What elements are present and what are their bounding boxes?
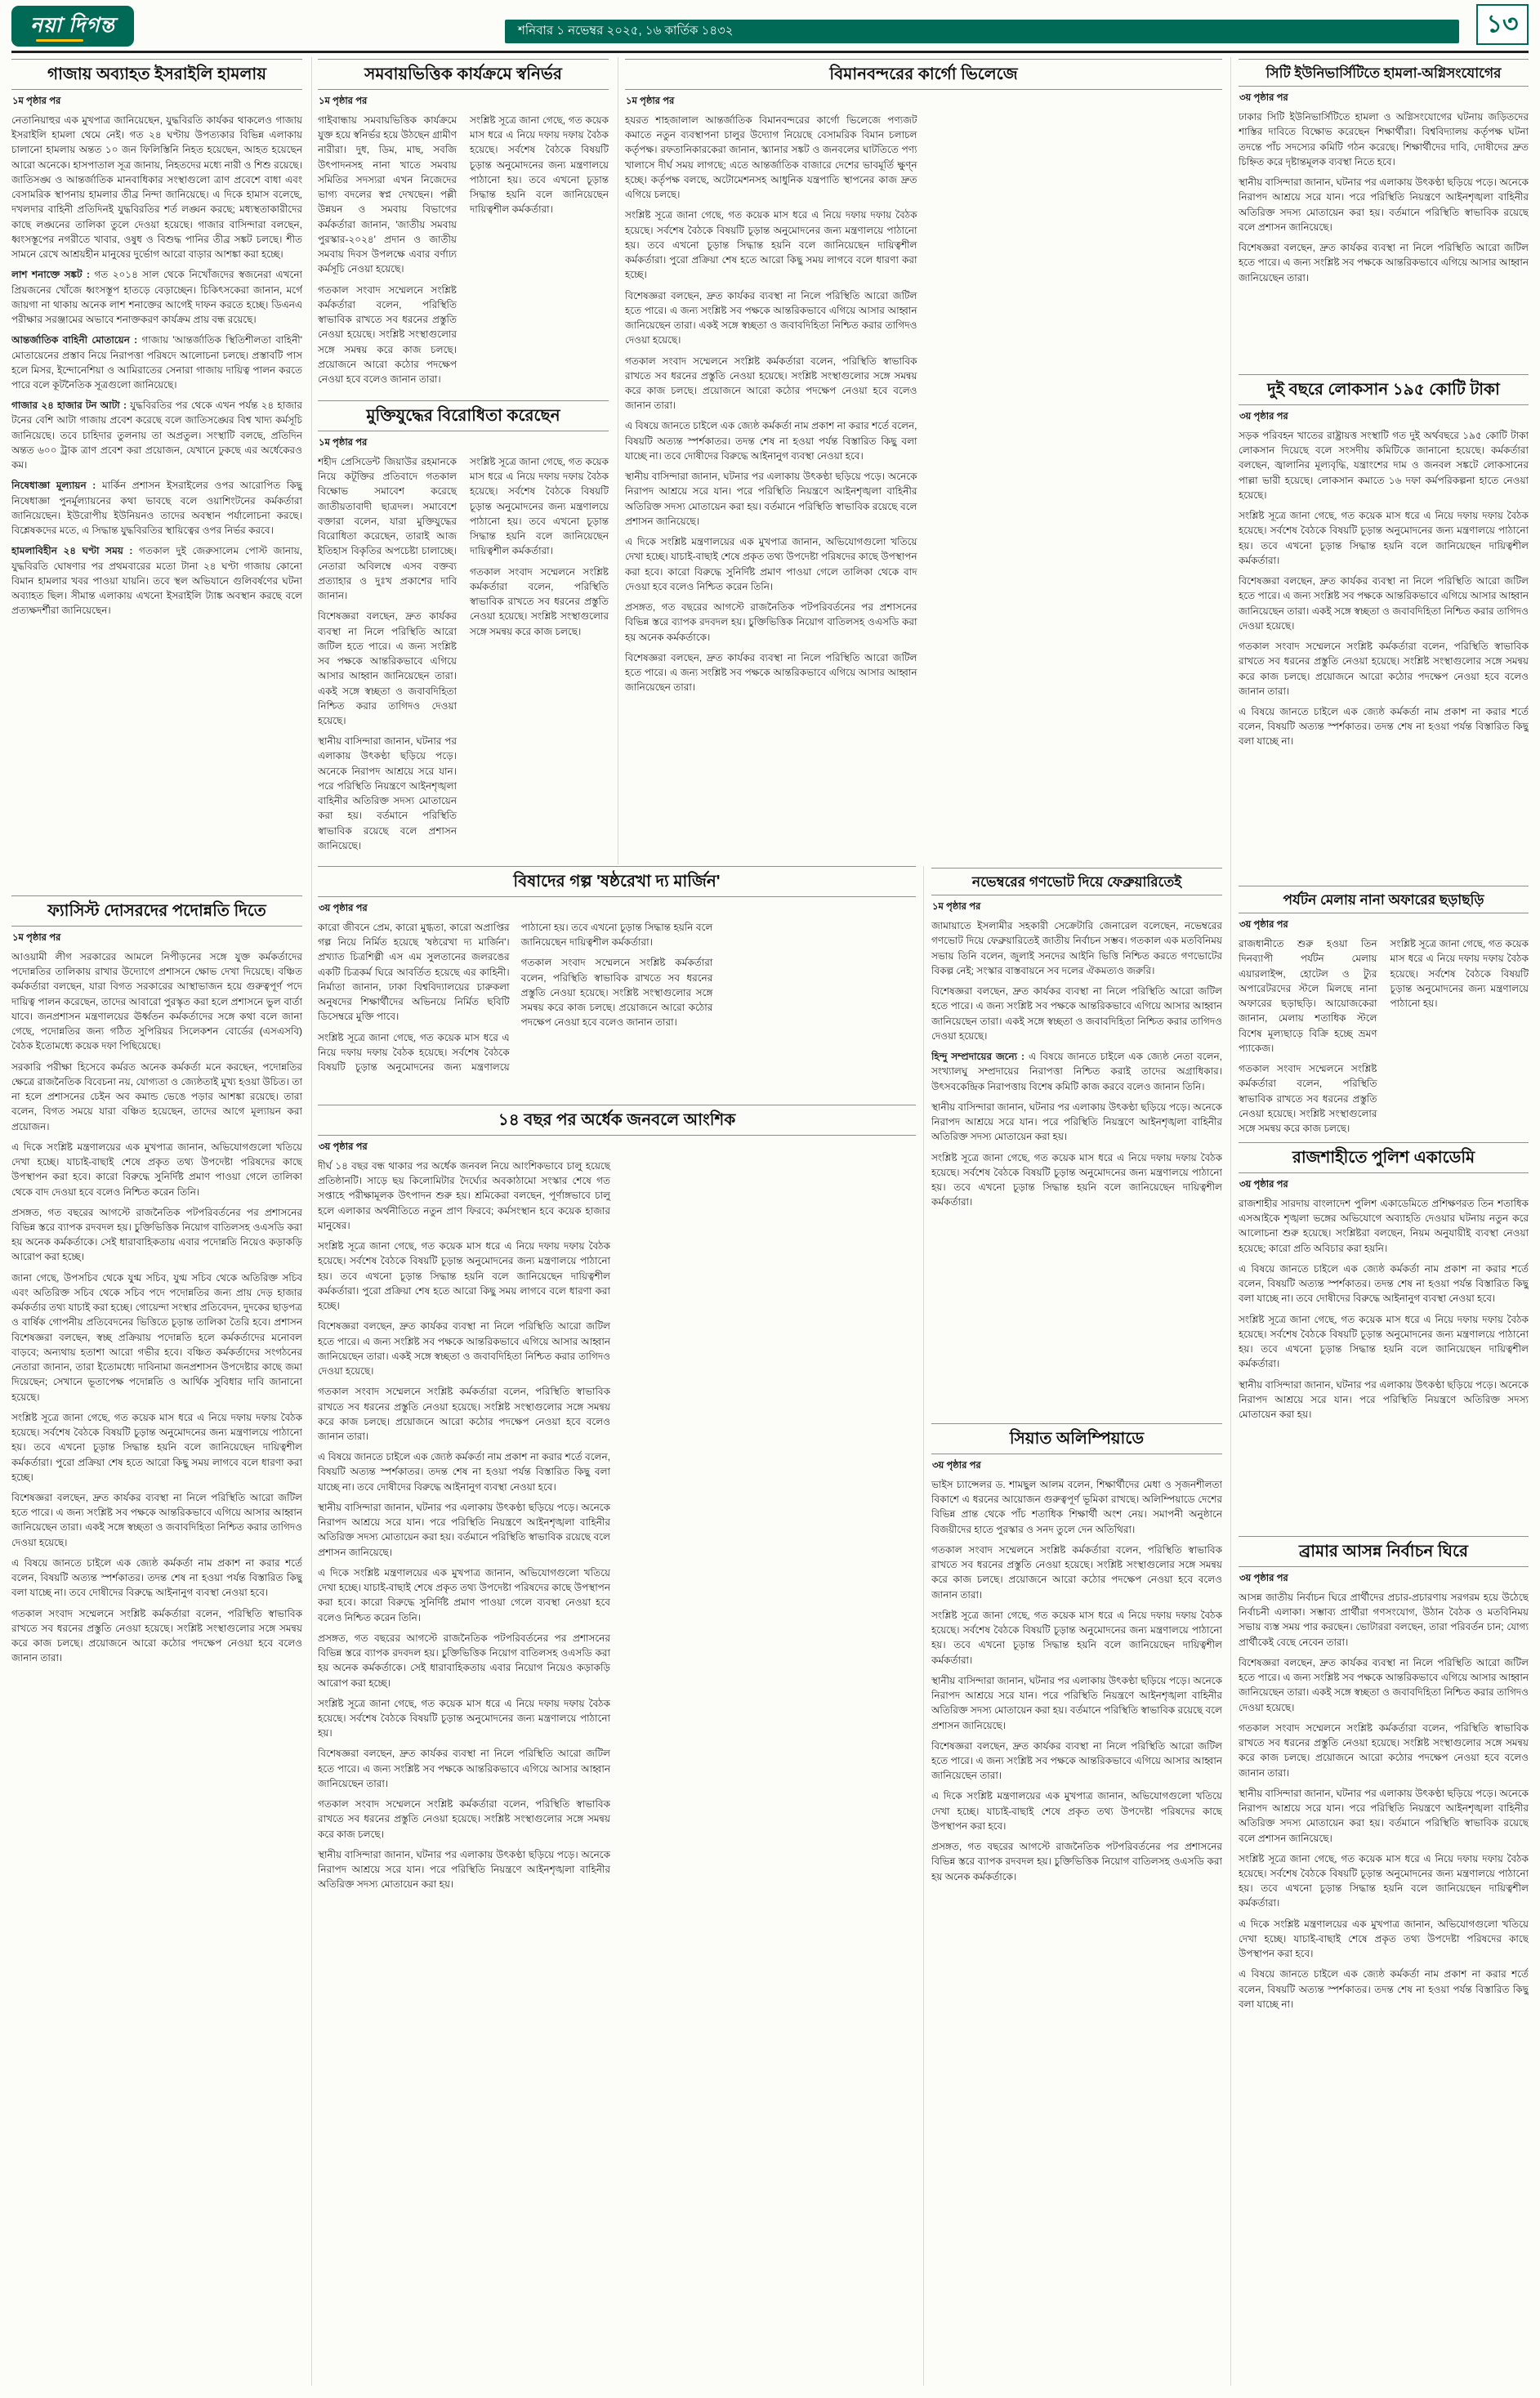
article-paragraph (931, 984, 1222, 1043)
article-paragraph: স্থানীয় বাসিন্দারা জানান, ঘটনার পর এলাকায় উৎকণ্ঠা ছড়িয়ে পড়ে। অনেকে নিরাপদ আশ্রয়ে সরে যান। পরে পরিস্থিতি নিয়ন্ত্রণে আইনশৃঙ্খলা বাহিনীর অতিরিক্ত সদস্য মোতায়েন করা হয়। বর্তমানে পরিস্থিতি স্বাভাবিক রয়েছে বলে প্রশাসন জানিয়েছে। (318, 1501, 610, 1558)
run-in-subhead: হামলাবিহীন ২৪ ঘণ্টা সময় : (11, 545, 133, 557)
article-loss-195-crore[interactable] (1239, 374, 1529, 882)
article-police-academy[interactable] (1239, 1142, 1529, 1533)
continued-from-label: ৩য় পৃষ্ঠার পর (1239, 1180, 1288, 1190)
article-body (931, 918, 1222, 1420)
article-body (1239, 1196, 1529, 1533)
article-paragraph: আসন্ন জাতীয় নির্বাচন ঘিরে প্রার্থীদের প্রচার-প্রচারণায় সরগরম হয়ে উঠেছে নির্বাচনী এলাকা। সম্ভাব্য প্রার্থীরা গণসংযোগ, উঠান বৈঠক ও মতবিনিময় সভায় ব্যস্ত সময় পার করছেন। ভোটাররা বলছেন, তারা পরিবর্তন চান; যোগ্য প্রার্থীকেই বেছে নেবেন তারা। (1239, 1592, 1529, 1648)
page-number: ১৩ (1486, 10, 1519, 38)
paragraph-text: গত ২০১৪ সাল থেকে নিখোঁজদের স্বজনেরা এখনো প্রিয়জনের খোঁজে ধ্বংসস্তূপ হাতড়ে বেড়াচ্ছেন। চিকিৎসকেরা জানান, মর্গে জায়গা না থাকায় অনেক লাশ শনাক্তের আগেই দাফন করতে হচ্ছে। ডিএনএ পরীক্ষার সরঞ্জামের অভাবে শনাক্তকরণ কার্যক্রম প্রায় বন্ধ রয়েছে। (11, 269, 302, 326)
continued-from-label: ১ম পৃষ্ঠার পর (626, 96, 675, 106)
article-paragraph (11, 267, 302, 327)
article-paragraph: এ বিষয়ে জানতে চাইলে এক জ্যেষ্ঠ কর্মকর্তা নাম প্রকাশ না করার শর্তে বলেন, বিষয়টি অত্যন্ত স্পর্শকাতর। তদন্ত শেষ না হওয়া পর্যন্ত বিস্তারিত কিছু বলা যাচ্ছে না। (1239, 705, 1529, 748)
article-gaza[interactable] (11, 59, 302, 886)
article-paragraph: গতকাল সংবাদ সম্মেলনে সংশ্লিষ্ট কর্মকর্তারা বলেন, পরিস্থিতি স্বাভাবিক রাখতে সব ধরনের প্রস্তুতি নেওয়া হয়েছে। সংশ্লিষ্ট সংস্থাগুলোর সঙ্গে সমন্বয় করে কাজ চলছে। প্রয়োজনে আরো কঠোর পদক্ষেপ নেওয়া হবে বলেও জানান তারা। (625, 355, 917, 412)
continued-from-label: ৩য় পৃষ্ঠার পর (319, 904, 368, 913)
article-paragraph: সরকারি পরীক্ষা হিসেবে কর্মরত অনেক কর্মকর্তা মনে করছেন, পদোন্নতির ক্ষেত্রে রাজনৈতিক বিবেচনা নয়, যোগ্যতা ও জ্যেষ্ঠতাই মুখ্য হওয়া উচিত। তা না হলে প্রশাসনের চেইন অব কমান্ড ভেঙে পড়ার আশঙ্কা রয়েছে। তারা বলেন, বিগত সময়ে যারা বঞ্চিত হয়েছেন, তাদের আগে মূল্যায়ন করা প্রয়োজন। (11, 1061, 302, 1132)
article-headline: ১৪ বছর পর অর্ধেক জনবলে আংশিক (318, 1105, 916, 1136)
article-paragraph: স্থানীয় বাসিন্দারা জানান, ঘটনার পর এলাকায় উৎকণ্ঠা ছড়িয়ে পড়ে। অনেকে নিরাপদ আশ্রয়ে সরে যান। পরে পরিস্থিতি নিয়ন্ত্রণে অতিরিক্ত সদস্য মোতায়েন করা হয়। (1239, 1378, 1529, 1421)
article-headline: গাজায় অব্যাহত ইসরাইলি হামলায় (11, 59, 302, 90)
article-headline: বিষাদের গল্প 'ষষ্ঠরেখা দ্য মার্জিন' (318, 866, 916, 897)
article-paragraph: গতকাল সংবাদ সম্মেলনে সংশ্লিষ্ট কর্মকর্তারা বলেন, পরিস্থিতি স্বাভাবিক রাখতে সব ধরনের প্রস্তুতি নেওয়া হয়েছে। সংশ্লিষ্ট সংস্থাগুলোর সঙ্গে সমন্বয় করে কাজ চলছে। (1239, 1063, 1377, 1135)
continued-from-label: ১ম পৃষ্ঠার পর (319, 96, 368, 106)
article-film-margin[interactable] (318, 866, 916, 1101)
article-headline: ব্রামার আসন্ন নির্বাচন ঘিরে (1239, 1536, 1529, 1567)
article-paragraph: প্রসঙ্গত, গত বছরের আগস্টে রাজনৈতিক পটপরিবর্তনের পর প্রশাসনের বিভিন্ন স্তরে ব্যাপক রদবদল হয়। চুক্তিভিত্তিক নিয়োগ বাতিলসহ ওএসডি করা হয় অনেক কর্মকর্তাকে। সেই ধারাবাহিকতায় এবার নিয়োগ নিয়েও কড়াকড়ি আরোপ করা হচ্ছে। (318, 1632, 610, 1689)
article-paragraph: স্থানীয় বাসিন্দারা জানান, ঘটনার পর এলাকায় উৎকণ্ঠা ছড়িয়ে পড়ে। অনেকে নিরাপদ আশ্রয়ে সরে যান। পরে পরিস্থিতি নিয়ন্ত্রণে আইনশৃঙ্খলা বাহিনীর অতিরিক্ত সদস্য মোতায়েন করা হয়। বর্তমানে পরিস্থিতি স্বাভাবিক রয়েছে বলে প্রশাসন জানিয়েছে। (318, 735, 457, 851)
article-paragraph: এ বিষয়ে জানতে চাইলে এক জ্যেষ্ঠ কর্মকর্তা নাম প্রকাশ না করার শর্তে বলেন, বিষয়টি অত্যন্ত স্পর্শকাতর। তদন্ত শেষ না হওয়া পর্যন্ত বিস্তারিত কিছু বলা যাচ্ছে না। তবে দোষীদের বিরুদ্ধে আইনানুগ ব্যবস্থা নেওয়া হবে। (318, 1451, 610, 1493)
article-paragraph: ঢাকার সিটি ইউনিভার্সিটিতে হামলা ও অগ্নিসংযোগের ঘটনায় জড়িতদের শাস্তির দাবিতে বিক্ষোভ করেছেন শিক্ষার্থীরা। বিশ্ববিদ্যালয় কর্তৃপক্ষ ঘটনা তদন্তে পাঁচ সদস্যের কমিটি গঠন করেছে। শিক্ষার্থীদের দাবি, দোষীদের দ্রুত চিহ্নিত করে দৃষ্টান্তমূলক ব্যবস্থা নিতে হবে। (1239, 111, 1529, 167)
article-paragraph: বিশেষজ্ঞরা বলছেন, দ্রুত কার্যকর ব্যবস্থা না নিলে পরিস্থিতি আরো জটিল হতে পারে। এ জন্য সংশ্লিষ্ট সব পক্ষকে আন্তরিকভাবে এগিয়ে আসার আহ্বান জানিয়েছেন তারা। একই সঙ্গে স্বচ্ছতা ও জবাবদিহিতা নিশ্চিত করার তাগিদও দেওয়া হয়েছে। (318, 610, 457, 726)
run-in-subhead: গাজার ২৪ হাজার টন আটা : (11, 400, 127, 412)
article-paragraph: গাইবান্ধায় সমবায়ভিত্তিক কার্যক্রমে যুক্ত হয়ে স্বনির্ভর হয়ে উঠছেন গ্রামীণ নারীরা। দুধ, ডিম, মাছ, সবজি উৎপাদনসহ নানা খাতে সমবায় সমিতির সদস্যরা এখন নিজেদের ভাগ্য বদলের স্বপ্ন দেখছেন। পল্লী উন্নয়ন ও সমবায় বিভাগের কর্মকর্তারা জানান, 'জাতীয় সমবায় পুরস্কার-২০২৪' প্রদান ও জাতীয় সমবায় দিবস উপলক্ষে এবার বর্ণাঢ্য কর্মসূচি নেওয়া হয়েছে। (318, 114, 457, 275)
article-headline: রাজশাহীতে পুলিশ একাডেমি (1239, 1142, 1529, 1173)
article-paragraph: বিশেষজ্ঞরা বলছেন, দ্রুত কার্যকর ব্যবস্থা না নিলে পরিস্থিতি আরো জটিল হতে পারে। এ জন্য সংশ্লিষ্ট সব পক্ষকে আন্তরিকভাবে এগিয়ে আসার আহ্বান জানিয়েছেন তারা। (931, 1739, 1222, 1782)
article-cooperative[interactable] (318, 59, 609, 395)
article-headline: বিমানবন্দরের কার্গো ভিলেজে (625, 59, 1222, 90)
article-paragraph: স্থানীয় বাসিন্দারা জানান, ঘটনার পর এলাকায় উৎকণ্ঠা ছড়িয়ে পড়ে। অনেকে নিরাপদ আশ্রয়ে সরে যান। পরে পরিস্থিতি নিয়ন্ত্রণে আইনশৃঙ্খলা বাহিনীর অতিরিক্ত সদস্য মোতায়েন করা হয়। (318, 1848, 610, 1891)
article-headline: মুক্তিযুদ্ধের বিরোধিতা করেছেন (318, 400, 609, 431)
article-paragraph: ভাইস চ্যান্সেলর ড. শামছুল আলম বলেন, শিক্ষার্থীদের মেধা ও সৃজনশীলতা বিকাশে এ ধরনের আয়োজন গুরুত্বপূর্ণ ভূমিকা রাখছে। অলিম্পিয়াডে দেশের বিভিন্ন প্রান্ত থেকে পাঁচ শতাধিক শিক্ষার্থী অংশ নেয়। সমাপনী অনুষ্ঠানে বিজয়ীদের হাতে পুরস্কার ও সনদ তুলে দেন অতিথিরা। (931, 1479, 1222, 1535)
article-paragraph (11, 478, 302, 538)
article-paragraph: জানা গেছে, উপসচিব থেকে যুগ্ম সচিব, যুগ্ম সচিব থেকে অতিরিক্ত সচিব এবং অতিরিক্ত সচিব থেকে সচিব পদে পদোন্নতির জন্য প্রায় দেড় হাজার কর্মকর্তার তথ্য যাচাই করা হচ্ছে। গোয়েন্দা সংস্থার প্রতিবেদন, দুদকের ছাড়পত্র ও বার্ষিক গোপনীয় প্রতিবেদনের ভিত্তিতে চূড়ান্ত তালিকা তৈরি হবে। প্রশাসন বিশেষজ্ঞরা বলছেন, স্বচ্ছ প্রক্রিয়ায় পদোন্নতি হলে কর্মকর্তাদের মনোবল বাড়বে; অন্যথায় হতাশা আরো গভীর হবে। বঞ্চিত কর্মকর্তাদের সংগঠনের নেতারা জানান, তারা ইতোমধ্যে দাবিনামা জনপ্রশাসন উপদেষ্টার কাছে জমা দিয়েছেন; সেখানে ভূতাপেক্ষ পদোন্নতি ও আর্থিক সুবিধার দাবি জানানো হয়েছে। (11, 1271, 302, 1403)
article-paragraph: স্থানীয় বাসিন্দারা জানান, ঘটনার পর এলাকায় উৎকণ্ঠা ছড়িয়ে পড়ে। অনেকে নিরাপদ আশ্রয়ে সরে যান। পরে পরিস্থিতি নিয়ন্ত্রণে আইনশৃঙ্খলা বাহিনীর অতিরিক্ত সদস্য মোতায়েন করা হয়। বর্তমানে পরিস্থিতি স্বাভাবিক রয়েছে বলে প্রশাসন জানিয়েছে। (931, 1674, 1222, 1731)
article-body (318, 113, 609, 395)
article-paragraph: সংশ্লিষ্ট সূত্রে জানা গেছে, গত কয়েক মাস ধরে এ নিয়ে দফায় দফায় বৈঠক হয়েছে। সর্বশেষ বৈঠকে বিষয়টি চূড়ান্ত অনুমোদনের জন্য মন্ত্রণালয়ে পাঠানো হয়। তবে এখনো চূড়ান্ত সিদ্ধান্ত হয়নি বলে জানিয়েছেন দায়িত্বশীল কর্মকর্তারা। পুরো প্রক্রিয়া শেষ হতে আরো কিছু সময় লাগবে বলে ধারণা করা হচ্ছে। (318, 1240, 610, 1312)
article-fourteen-years[interactable] (318, 1105, 916, 2386)
article-body (1239, 109, 1529, 371)
article-body (318, 454, 609, 863)
article-paragraph (931, 1100, 1222, 1145)
article-headline: নভেম্বরের গণভোট দিয়ে ফেব্রুয়ারিতেই (931, 868, 1222, 895)
article-paragraph: সংশ্লিষ্ট সূত্রে জানা গেছে, গত কয়েক মাস ধরে এ নিয়ে দফায় দফায় বৈঠক হয়েছে। সর্বশেষ বৈঠকে বিষয়টি চূড়ান্ত অনুমোদনের জন্য মন্ত্রণালয়ে পাঠানো হয়। তবে এখনো চূড়ান্ত সিদ্ধান্ত হয়নি বলে জানিয়েছেন দায়িত্বশীল কর্মকর্তারা। (470, 456, 609, 557)
page-number-badge (1476, 4, 1529, 45)
article-paragraph: সংশ্লিষ্ট সূত্রে জানা গেছে, গত কয়েক মাস ধরে এ নিয়ে দফায় দফায় বৈঠক হয়েছে। সর্বশেষ বৈঠকে বিষয়টি চূড়ান্ত অনুমোদনের জন্য মন্ত্রণালয়ে পাঠানো হয়। তবে এখনো চূড়ান্ত সিদ্ধান্ত হয়নি বলে জানিয়েছেন দায়িত্বশীল কর্মকর্তারা। (470, 114, 609, 216)
continued-from-label: ১ম পৃষ্ঠার পর (12, 96, 61, 106)
article-paragraph: আওয়ামী লীগ সরকারের আমলে নিপীড়নের সঙ্গে যুক্ত কর্মকর্তাদের পদোন্নতির তালিকায় রাখার উদ্যোগে প্রশাসনে ক্ষোভ দেখা দিয়েছে। বঞ্চিত কর্মকর্তারা বলছেন, যারা বিগত সরকারের আস্থাভাজন হয়ে গুরুত্বপূর্ণ পদে দায়িত্ব পালন করেছেন, তাদের আবারো পুরস্কৃত করা হলে প্রশাসনে ভুল বার্তা যাবে। জনপ্রশাসন মন্ত্রণালয়ের ঊর্ধ্বতন কর্মকর্তাদের সঙ্গে কথা বলে জানা গেছে, পদোন্নতির জন্য গঠিত সুপিরিয়র সিলেকশন বোর্ডের (এসএসবি) বৈঠক ইতোমধ্যে কয়েক দফা পিছিয়েছে। (11, 951, 302, 1052)
article-paragraph: বিশেষজ্ঞরা বলছেন, দ্রুত কার্যকর ব্যবস্থা না নিলে পরিস্থিতি আরো জটিল হতে পারে। এ জন্য সংশ্লিষ্ট সব পক্ষকে আন্তরিকভাবে এগিয়ে আসার আহ্বান জানিয়েছেন তারা। একই সঙ্গে স্বচ্ছতা ও জবাবদিহিতা নিশ্চিত করার তাগিদও দেওয়া হয়েছে। (1239, 575, 1529, 632)
article-paragraph: স্থানীয় বাসিন্দারা জানান, ঘটনার পর এলাকায় উৎকণ্ঠা ছড়িয়ে পড়ে। অনেকে নিরাপদ আশ্রয়ে সরে যান। পরে পরিস্থিতি নিয়ন্ত্রণে আইনশৃঙ্খলা বাহিনীর অতিরিক্ত সদস্য মোতায়েন করা হয়। বর্তমানে পরিস্থিতি স্বাভাবিক রয়েছে বলে প্রশাসন জানিয়েছে। (625, 471, 917, 527)
article-paragraph (11, 113, 302, 261)
paragraph-text: বিশেষজ্ঞরা বলছেন, দ্রুত কার্যকর ব্যবস্থা না নিলে পরিস্থিতি আরো জটিল হতে পারে। এ জন্য সংশ্লিষ্ট সব পক্ষকে আন্তরিকভাবে এগিয়ে আসার আহ্বান জানিয়েছেন তারা। একই সঙ্গে স্বচ্ছতা ও জবাবদিহিতা নিশ্চিত করার তাগিদও দেওয়া হয়েছে। (931, 985, 1222, 1042)
article-paragraph: রাজধানীতে শুরু হওয়া তিন দিনব্যাপী পর্যটন মেলায় এয়ারলাইন্স, হোটেল ও ট্যুর অপারেটরদের স্টলে মিলছে নানা অফারের ছড়াছড়ি। আয়োজকেরা জানান, মেলায় শতাধিক স্টলে বিশেষ মূল্যছাড়ে বিক্রি হচ্ছে ভ্রমণ প্যাকেজ। (1239, 938, 1377, 1054)
logo-accent-swoosh (36, 39, 83, 42)
article-body (1239, 936, 1529, 1139)
article-headline: সিটি ইউনিভার্সিটিতে হামলা-অগ্নিসংযোগের (1239, 59, 1529, 87)
article-paragraph: রাজশাহীর সারদায় বাংলাদেশ পুলিশ একাডেমিতে প্রশিক্ষণরত তিন শতাধিক এসআইকে শৃঙ্খলা ভঙ্গের অভিযোগে অব্যাহতি দেওয়ার ঘটনায় নতুন করে আলোচনা শুরু হয়েছে। সংশ্লিষ্টরা বলছেন, নিয়ম অনুযায়ীই ব্যবস্থা নেওয়া হয়েছে; কারো প্রতি অবিচার করা হয়নি। (1239, 1198, 1529, 1254)
paragraph-text: যুদ্ধবিরতির পর থেকে এখন পর্যন্ত ২৪ হাজার টনের বেশি আটা গাজায় প্রবেশ করেছে বলে জাতিসঙ্ঘের বিশ্ব খাদ্য কর্মসূচি জানিয়েছে। তবে চাহিদার তুলনায় তা অপ্রতুল। সংস্থাটি বলছে, প্রতিদিন অন্তত ৬০০ ট্রাক ত্রাণ প্রবেশ করা প্রয়োজন, যেখানে ঢুকছে এর অর্ধেকেরও কম। (11, 400, 302, 471)
run-in-subhead: আন্তর্জাতিক বাহিনী মোতায়েন : (11, 334, 138, 346)
paragraph-text: স্থানীয় বাসিন্দারা জানান, ঘটনার পর এলাকায় উৎকণ্ঠা ছড়িয়ে পড়ে। অনেকে নিরাপদ আশ্রয়ে সরে যান। পরে পরিস্থিতি নিয়ন্ত্রণে আইনশৃঙ্খলা বাহিনীর অতিরিক্ত সদস্য মোতায়েন করা হয়। (931, 1101, 1222, 1143)
article-paragraph (11, 543, 302, 618)
article-paragraph: গতকাল সংবাদ সম্মেলনে সংশ্লিষ্ট কর্মকর্তারা বলেন, পরিস্থিতি স্বাভাবিক রাখতে সব ধরনের প্রস্তুতি নেওয়া হয়েছে। সংশ্লিষ্ট সংস্থাগুলোর সঙ্গে সমন্বয় করে কাজ চলছে। প্রয়োজনে আরো কঠোর পদক্ষেপ নেওয়া হবে বলেও জানান তারা। (520, 957, 713, 1029)
article-tourism-fair[interactable] (1239, 886, 1529, 1139)
article-paragraph: এ দিকে সংশ্লিষ্ট মন্ত্রণালয়ের এক মুখপাত্র জানান, অভিযোগগুলো খতিয়ে দেখা হচ্ছে। যাচাই-বাছাই শেষে প্রকৃত তথ্য উপদেষ্টা পরিষদের কাছে উপস্থাপন করা হবে। কারো বিরুদ্ধে সুনির্দিষ্ট প্রমাণ পাওয়া গেলে তালিকা থেকে বাদ দেওয়া হবে বলেও নিশ্চিত করেন তিনি। (625, 536, 917, 592)
newspaper-logo-text: নয়া দিগন্ত (30, 13, 115, 37)
article-paragraph (931, 918, 1222, 978)
article-paragraph: সংশ্লিষ্ট সূত্রে জানা গেছে, গত কয়েক মাস ধরে এ নিয়ে দফায় দফায় বৈঠক হয়েছে। সর্বশেষ বৈঠকে বিষয়টি চূড়ান্ত অনুমোদনের জন্য মন্ত্রণালয়ে পাঠানো হয়। তবে এখনো চূড়ান্ত সিদ্ধান্ত হয়নি বলে জানিয়েছেন দায়িত্বশীল কর্মকর্তারা। (931, 1609, 1222, 1666)
article-body (1239, 428, 1529, 882)
paragraph-text: গতকাল দুই জেরুসালেম পোস্ট জানায়, যুদ্ধবিরতি ঘোষণার পর প্রথমবারের মতো টানা ২৪ ঘণ্টা গাজায় কোনো বিমান হামলার খবর পাওয়া যায়নি। তবে স্থল অভিযানে গুলিবর্ষণের ঘটনা অব্যাহত ছিল। সীমান্ত এলাকায় এখনো ইসরাইলি ট্যাঙ্ক অবস্থান করছে বলে প্রত্যক্ষদর্শীরা জানিয়েছেন। (11, 545, 302, 617)
continued-from-label: ১ম পৃষ্ঠার পর (12, 933, 61, 943)
article-body (318, 920, 916, 1101)
article-paragraph: বিশেষজ্ঞরা বলছেন, দ্রুত কার্যকর ব্যবস্থা না নিলে পরিস্থিতি আরো জটিল হতে পারে। এ জন্য সংশ্লিষ্ট সব পক্ষকে আন্তরিকভাবে এগিয়ে আসার আহ্বান জানিয়েছেন তারা। (318, 1748, 610, 1789)
article-paragraph: সংশ্লিষ্ট সূত্রে জানা গেছে, গত কয়েক মাস ধরে এ নিয়ে দফায় দফায় বৈঠক হয়েছে। সর্বশেষ বৈঠকে বিষয়টি চূড়ান্ত অনুমোদনের জন্য মন্ত্রণালয়ে পাঠানো হয়। তবে এখনো চূড়ান্ত সিদ্ধান্ত হয়নি বলে জানিয়েছেন দায়িত্বশীল কর্মকর্তারা। পুরো প্রক্রিয়া শেষ হতে আরো কিছু সময় লাগবে বলে ধারণা করা হচ্ছে। (11, 1411, 302, 1483)
continued-from-label: ৩য় পৃষ্ঠার পর (1239, 920, 1288, 931)
date-bar (505, 20, 1459, 43)
article-paragraph: এ দিকে সংশ্লিষ্ট মন্ত্রণালয়ের এক মুখপাত্র জানান, অভিযোগগুলো খতিয়ে দেখা হচ্ছে। যাচাই-বাছাই শেষে প্রকৃত তথ্য উপদেষ্টা পরিষদের কাছে উপস্থাপন করা হবে। (931, 1790, 1222, 1832)
article-november-referendum[interactable] (931, 868, 1222, 1420)
continued-from-label: ৩য় পৃষ্ঠার পর (1239, 1574, 1288, 1583)
article-paragraph: সংশ্লিষ্ট সূত্রে জানা গেছে, গত কয়েক মাস ধরে এ নিয়ে দফায় দফায় বৈঠক হয়েছে। সর্বশেষ বৈঠকে বিষয়টি চূড়ান্ত অনুমোদনের জন্য মন্ত্রণালয়ে পাঠানো হয়। (318, 1697, 610, 1739)
article-paragraph (11, 333, 302, 392)
article-liberation-war[interactable] (318, 400, 609, 863)
continued-from-label: ১ম পৃষ্ঠার পর (319, 438, 368, 448)
article-paragraph: এ দিকে সংশ্লিষ্ট মন্ত্রণালয়ের এক মুখপাত্র জানান, অভিযোগগুলো খতিয়ে দেখা হচ্ছে। যাচাই-বাছাই শেষে প্রকৃত তথ্য উপদেষ্টা পরিষদের কাছে উপস্থাপন করা হবে। কারো বিরুদ্ধে সুনির্দিষ্ট প্রমাণ পাওয়া গেলে ব্যবস্থা নেওয়া হবে বলেও নিশ্চিত করেন তিনি। (318, 1566, 610, 1623)
newspaper-logo[interactable] (11, 6, 134, 47)
paragraph-text: মার্কিন প্রশাসন ইসরাইলের ওপর আরোপিত কিছু নিষেধাজ্ঞা পুনর্মূল্যায়নের কথা ভাবছে বলে ওয়াশিংটনের কর্মকর্তারা জানিয়েছেন। ইউরোপীয় ইউনিয়নও তাদের অবস্থান পর্যালোচনা করছে। বিশ্লেষকদের মতে, এ সিদ্ধান্ত যুদ্ধবিরতির স্থায়িত্বের ওপর নির্ভর করবে। (11, 480, 302, 537)
article-paragraph: দীর্ঘ ১৪ বছর বন্ধ থাকার পর অর্ধেক জনবল নিয়ে আংশিকভাবে চালু হয়েছে প্রতিষ্ঠানটি। সাড়ে ছয় কিলোমিটার দৈর্ঘ্যের অবকাঠামো সংস্কার শেষে গত সপ্তাহে পরীক্ষামূলক উৎপাদন শুরু হয়। শ্রমিকেরা বলছেন, পূর্ণাঙ্গভাবে চালু হলে এলাকার অর্থনীতিতে নতুন প্রাণ ফিরবে; কর্মসংস্থান হবে কয়েক হাজার মানুষের। (318, 1160, 610, 1231)
edition-date: শনিবার ১ নভেম্বর ২০২৫, ১৬ কার্তিক ১৪৩২ (518, 24, 734, 38)
article-paragraph (11, 398, 302, 472)
article-paragraph: এ বিষয়ে জানতে চাইলে এক জ্যেষ্ঠ কর্মকর্তা নাম প্রকাশ না করার শর্তে বলেন, বিষয়টি অত্যন্ত স্পর্শকাতর। তদন্ত শেষ না হওয়া পর্যন্ত বিস্তারিত কিছু বলা যাচ্ছে না। তবে দোষীদের বিরুদ্ধে আইনানুগ ব্যবস্থা নেওয়া হবে। (625, 420, 917, 462)
article-airport-cargo[interactable] (625, 59, 1222, 863)
column-rule (1230, 57, 1231, 2386)
article-paragraph: কারো জীবনে প্রেম, কারো মুগ্ধতা, কারো অপ্রাপ্তির গল্প নিয়ে নির্মিত হয়েছে 'ষষ্ঠরেখা দ্য মার্জিন'। প্রখ্যাত চিত্রশিল্পী এস এম সুলতানের জলরঙের একটি চিত্রকর্ম ঘিরে আবর্তিত হয়েছে এর কাহিনী। নির্মাতা জানান, ঢাকা বিশ্ববিদ্যালয়ের চারুকলা অনুষদের শিক্ষার্থীদের অভিনয়ে নির্মিত ছবিটি ডিসেম্বরে মুক্তি পাবে। (318, 922, 510, 1023)
article-paragraph (931, 1150, 1222, 1210)
article-fascist-promotions[interactable] (11, 895, 302, 2386)
article-paragraph: এ বিষয়ে জানতে চাইলে এক জ্যেষ্ঠ কর্মকর্তা নাম প্রকাশ না করার শর্তে বলেন, বিষয়টি অত্যন্ত স্পর্শকাতর। তদন্ত শেষ না হওয়া পর্যন্ত বিস্তারিত কিছু বলা যাচ্ছে না। তবে দোষীদের বিরুদ্ধে আইনানুগ ব্যবস্থা নেওয়া হবে। (1239, 1262, 1529, 1305)
article-paragraph: বিশেষজ্ঞরা বলছেন, দ্রুত কার্যকর ব্যবস্থা না নিলে পরিস্থিতি আরো জটিল হতে পারে। এ জন্য সংশ্লিষ্ট সব পক্ষকে আন্তরিকভাবে এগিয়ে আসার আহ্বান জানিয়েছেন তারা। একই সঙ্গে স্বচ্ছতা ও জবাবদিহিতা নিশ্চিত করার তাগিদও দেওয়া হয়েছে। (1239, 1656, 1529, 1713)
paragraph-text: গাজায় 'আন্তর্জাতিক স্থিতিশীলতা বাহিনী' মোতায়েনের প্রস্তাব নিয়ে নিরাপত্তা পরিষদে আলোচনা চলছে। প্রস্তাবটি পাস হলে মিসর, ইন্দোনেশিয়া ও আমিরাতের সেনারা গাজায় দায়িত্ব পালন করতে পারে বলে কূটনৈতিক সূত্রগুলো জানিয়েছে। (11, 334, 302, 391)
article-headline: পর্যটন মেলায় নানা অফারের ছড়াছড়ি (1239, 886, 1529, 913)
article-headline: ফ্যাসিস্ট দোসরদের পদোন্নতি দিতে (11, 895, 302, 927)
article-paragraph: সংশ্লিষ্ট সূত্রে জানা গেছে, গত কয়েক মাস ধরে এ নিয়ে দফায় দফায় বৈঠক হয়েছে। সর্বশেষ বৈঠকে বিষয়টি চূড়ান্ত অনুমোদনের জন্য মন্ত্রণালয়ে পাঠানো হয়। তবে এখনো চূড়ান্ত সিদ্ধান্ত হয়নি বলে জানিয়েছেন দায়িত্বশীল কর্মকর্তারা। (1239, 1313, 1529, 1370)
article-paragraph: গতকাল সংবাদ সম্মেলনে সংশ্লিষ্ট কর্মকর্তারা বলেন, পরিস্থিতি স্বাভাবিক রাখতে সব ধরনের প্রস্তুতি নেওয়া হয়েছে। সংশ্লিষ্ট সংস্থাগুলোর সঙ্গে সমন্বয় করে কাজ চলছে। প্রয়োজনে আরো কঠোর পদক্ষেপ নেওয়া হবে বলেও জানান তারা। (931, 1543, 1222, 1601)
article-paragraph: স্থানীয় বাসিন্দারা জানান, ঘটনার পর এলাকায় উৎকণ্ঠা ছড়িয়ে পড়ে। অনেকে নিরাপদ আশ্রয়ে সরে যান। পরে পরিস্থিতি নিয়ন্ত্রণে আইনশৃঙ্খলা বাহিনীর অতিরিক্ত সদস্য মোতায়েন করা হয়। বর্তমানে পরিস্থিতি স্বাভাবিক রয়েছে বলে প্রশাসন জানিয়েছে। (1239, 1787, 1529, 1844)
article-paragraph: বিশেষজ্ঞরা বলছেন, দ্রুত কার্যকর ব্যবস্থা না নিলে পরিস্থিতি আরো জটিল হতে পারে। এ জন্য সংশ্লিষ্ট সব পক্ষকে আন্তরিকভাবে এগিয়ে আসার আহ্বান জানিয়েছেন তারা। (1239, 242, 1529, 284)
article-paragraph: বিশেষজ্ঞরা বলছেন, দ্রুত কার্যকর ব্যবস্থা না নিলে পরিস্থিতি আরো জটিল হতে পারে। এ জন্য সংশ্লিষ্ট সব পক্ষকে আন্তরিকভাবে এগিয়ে আসার আহ্বান জানিয়েছেন তারা। একই সঙ্গে স্বচ্ছতা ও জবাবদিহিতা নিশ্চিত করার তাগিদও দেওয়া হয়েছে। (318, 1320, 610, 1378)
article-headline: দুই বছরে লোকসান ১৯৫ কোটি টাকা (1239, 374, 1529, 405)
article-paragraph: সংশ্লিষ্ট সূত্রে জানা গেছে, গত কয়েক মাস ধরে এ নিয়ে দফায় দফায় বৈঠক হয়েছে। সর্বশেষ বৈঠকে বিষয়টি চূড়ান্ত অনুমোদনের জন্য মন্ত্রণালয়ে পাঠানো হয়। (1390, 938, 1529, 1010)
article-olympiad[interactable] (931, 1423, 1222, 2386)
column-rule (923, 866, 924, 2386)
article-body (11, 113, 302, 886)
article-paragraph: সংশ্লিষ্ট সূত্রে জানা গেছে, গত কয়েক মাস ধরে এ নিয়ে দফায় দফায় বৈঠক হয়েছে। সর্বশেষ বৈঠকে বিষয়টি চূড়ান্ত অনুমোদনের জন্য মন্ত্রণালয়ে পাঠানো হয়। তবে এখনো চূড়ান্ত সিদ্ধান্ত হয়নি বলে জানিয়েছেন দায়িত্বশীল কর্মকর্তারা। (318, 922, 713, 1074)
article-body (625, 113, 1222, 863)
paragraph-text: জামায়াতে ইসলামীর সহকারী সেক্রেটারি জেনারেল বলেছেন, নভেম্বরের গণভোট দিয়ে ফেব্রুয়ারিতেই জাতীয় নির্বাচন সম্ভব। গতকাল এক মতবিনিময় সভায় তিনি বলেন, জুলাই সনদের আইনি ভিত্তি নিশ্চিত করতে গণভোটের বিকল্প নেই; সংস্কার বাস্তবায়নে সব দলের ঐকমত্যও জরুরি। (931, 920, 1222, 976)
article-headline: সিয়াত অলিম্পিয়াডে (931, 1423, 1222, 1454)
article-body (318, 1159, 916, 2386)
article-paragraph: গতকাল সংবাদ সম্মেলনে সংশ্লিষ্ট কর্মকর্তারা বলেন, পরিস্থিতি স্বাভাবিক রাখতে সব ধরনের প্রস্তুতি নেওয়া হয়েছে। সংশ্লিষ্ট সংস্থাগুলোর সঙ্গে সমন্বয় করে কাজ চলছে। (318, 1798, 610, 1840)
continued-from-label: ৩য় পৃষ্ঠার পর (1239, 412, 1288, 422)
article-paragraph: বিশেষজ্ঞরা বলছেন, দ্রুত কার্যকর ব্যবস্থা না নিলে পরিস্থিতি আরো জটিল হতে পারে। এ জন্য সংশ্লিষ্ট সব পক্ষকে আন্তরিকভাবে এগিয়ে আসার আহ্বান জানিয়েছেন তারা। একই সঙ্গে স্বচ্ছতা ও জবাবদিহিতা নিশ্চিত করার তাগিদও দেওয়া হয়েছে। (11, 1491, 302, 1548)
paragraph-text: এ বিষয়ে জানতে চাইলে এক জ্যেষ্ঠ নেতা বলেন, সংখ্যালঘু সম্প্রদায়ের নিরাপত্তা নিশ্চিত করাই তাদের অগ্রাধিকার। উৎসবকেন্দ্রিক নিরাপত্তায় বিশেষ কমিটি কাজ করবে বলেও জানান তিনি। (931, 1051, 1222, 1092)
article-paragraph: হযরত শাহজালাল আন্তর্জাতিক বিমানবন্দরের কার্গো ভিলেজে পণ্যজট কমাতে নতুন ব্যবস্থাপনা চালুর উদ্যোগ নিয়েছে বেসামরিক বিমান চলাচল কর্তৃপক্ষ। রফতানিকারকেরা জানান, স্ক্যানার সঙ্কট ও জনবলের ঘাটতিতে পণ্য খালাসে দীর্ঘ সময় লাগছে; এতে আন্তর্জাতিক বাজারে দেশের ভাবমূর্তি ক্ষুণ্ন হচ্ছে। কর্তৃপক্ষ বলছে, অটোমেশনসহ আধুনিক যন্ত্রপাতি স্থাপনের কাজ দ্রুত এগিয়ে চলছে। (625, 114, 917, 201)
article-paragraph: সংশ্লিষ্ট সূত্রে জানা গেছে, গত কয়েক মাস ধরে এ নিয়ে দফায় দফায় বৈঠক হয়েছে। সর্বশেষ বৈঠকে বিষয়টি চূড়ান্ত অনুমোদনের জন্য মন্ত্রণালয়ে পাঠানো হয়। তবে এখনো চূড়ান্ত সিদ্ধান্ত হয়নি বলে জানিয়েছেন দায়িত্বশীল কর্মকর্তারা। পুরো প্রক্রিয়া শেষ হতে আরো কিছু সময় লাগবে বলে ধারণা করা হচ্ছে। (625, 209, 917, 281)
article-city-university[interactable] (1239, 59, 1529, 371)
article-paragraph: গতকাল সংবাদ সম্মেলনে সংশ্লিষ্ট কর্মকর্তারা বলেন, পরিস্থিতি স্বাভাবিক রাখতে সব ধরনের প্রস্তুতি নেওয়া হয়েছে। সংশ্লিষ্ট সংস্থাগুলোর সঙ্গে সমন্বয় করে কাজ চলছে। প্রয়োজনে আরো কঠোর পদক্ষেপ নেওয়া হবে বলেও জানান তারা। (1239, 641, 1529, 697)
article-paragraph: এ দিকে সংশ্লিষ্ট মন্ত্রণালয়ের এক মুখপাত্র জানান, অভিযোগগুলো খতিয়ে দেখা হচ্ছে। যাচাই-বাছাই শেষে প্রকৃত তথ্য উপদেষ্টা পরিষদের কাছে উপস্থাপন করা হবে। (1239, 1918, 1529, 1960)
article-paragraph: গতকাল সংবাদ সম্মেলনে সংশ্লিষ্ট কর্মকর্তারা বলেন, পরিস্থিতি স্বাভাবিক রাখতে সব ধরনের প্রস্তুতি নেওয়া হয়েছে। সংশ্লিষ্ট সংস্থাগুলোর সঙ্গে সমন্বয় করে কাজ চলছে। (470, 565, 609, 637)
continued-from-label: ৩য় পৃষ্ঠার পর (932, 1461, 981, 1471)
article-paragraph: গতকাল সংবাদ সম্মেলনে সংশ্লিষ্ট কর্মকর্তারা বলেন, পরিস্থিতি স্বাভাবিক রাখতে সব ধরনের প্রস্তুতি নেওয়া হয়েছে। সংশ্লিষ্ট সংস্থাগুলোর সঙ্গে সমন্বয় করে কাজ চলছে। প্রয়োজনে আরো কঠোর পদক্ষেপ নেওয়া হবে বলেও জানান তারা। (318, 1386, 610, 1442)
continued-from-label: ৩য় পৃষ্ঠার পর (319, 1142, 368, 1152)
masthead-rule (11, 51, 1529, 53)
article-body (931, 1477, 1222, 2386)
article-body (1239, 1590, 1529, 2386)
continued-from-label: ১ম পৃষ্ঠার পর (932, 902, 981, 913)
article-paragraph: সংশ্লিষ্ট সূত্রে জানা গেছে, গত কয়েক মাস ধরে এ নিয়ে দফায় দফায় বৈঠক হয়েছে। সর্বশেষ বৈঠকে বিষয়টি চূড়ান্ত অনুমোদনের জন্য মন্ত্রণালয়ে পাঠানো হয়। তবে এখনো চূড়ান্ত সিদ্ধান্ত হয়নি বলে জানিয়েছেন দায়িত্বশীল কর্মকর্তারা। (1239, 1852, 1529, 1909)
article-paragraph: এ বিষয়ে জানতে চাইলে এক জ্যেষ্ঠ কর্মকর্তা নাম প্রকাশ না করার শর্তে বলেন, বিষয়টি অত্যন্ত স্পর্শকাতর। তদন্ত শেষ না হওয়া পর্যন্ত বিস্তারিত কিছু বলা যাচ্ছে না। (1239, 1968, 1529, 2010)
article-paragraph: সড়ক পরিবহন খাতের রাষ্ট্রায়ত্ত সংস্থাটি গত দুই অর্থবছরে ১৯৫ কোটি টাকা লোকসান দিয়েছে বলে সংসদীয় কমিটিকে জানানো হয়েছে। কর্মকর্তারা বলছেন, জ্বালানির মূল্যবৃদ্ধি, যন্ত্রাংশের দাম ও জনবল সঙ্কটে লোকসানের পাল্লা ভারী হয়েছে। লোকসান কমাতে ১৬ দফা কর্মপরিকল্পনা হাতে নেওয়া হয়েছে। (1239, 430, 1529, 501)
article-paragraph (931, 1049, 1222, 1094)
article-paragraph: শহীদ প্রেসিডেন্ট জিয়াউর রহমানকে নিয়ে কটূক্তির প্রতিবাদে গতকাল বিক্ষোভ সমাবেশ করেছে জাতীয়তাবাদী ছাত্রদল। সমাবেশে বক্তারা বলেন, যারা মুক্তিযুদ্ধের বিরোধিতা করেছেন, তারাই আজ ইতিহাস বিকৃতির অপচেষ্টা চালাচ্ছে। নেতারা অবিলম্বে এসব বক্তব্য প্রত্যাহার ও দুঃখ প্রকাশের দাবি জানান। (318, 456, 457, 602)
run-in-subhead: লাশ শনাক্তে সঙ্কট : (11, 269, 90, 281)
article-paragraph: এ বিষয়ে জানতে চাইলে এক জ্যেষ্ঠ কর্মকর্তা নাম প্রকাশ না করার শর্তে বলেন, বিষয়টি অত্যন্ত স্পর্শকাতর। তদন্ত শেষ না হওয়া পর্যন্ত বিস্তারিত কিছু বলা যাচ্ছে না। তবে দোষীদের বিরুদ্ধে আইনানুগ ব্যবস্থা নেওয়া হবে। (11, 1556, 302, 1599)
article-paragraph: প্রসঙ্গত, গত বছরের আগস্টে রাজনৈতিক পটপরিবর্তনের পর প্রশাসনের বিভিন্ন স্তরে ব্যাপক রদবদল হয়। চুক্তিভিত্তিক নিয়োগ বাতিলসহ ওএসডি করা হয় অনেক কর্মকর্তাকে। (931, 1841, 1222, 1882)
column-rule (311, 57, 312, 2386)
article-paragraph: এ দিকে সংশ্লিষ্ট মন্ত্রণালয়ের এক মুখপাত্র জানান, অভিযোগগুলো খতিয়ে দেখা হচ্ছে। যাচাই-বাছাই শেষে প্রকৃত তথ্য উপদেষ্টা পরিষদের কাছে উপস্থাপন করা হবে। কারো বিরুদ্ধে সুনির্দিষ্ট প্রমাণ পাওয়া গেলে তালিকা থেকে বাদ দেওয়া হবে বলেও নিশ্চিত করেন তিনি। (11, 1141, 302, 1198)
paragraph-text: নেতানিয়াহুর এক মুখপাত্র জানিয়েছেন, যুদ্ধবিরতি কার্যকর থাকলেও গাজায় ইসরাইলি হামলা থেমে নেই। গত ২৪ ঘণ্টায় উপত্যকার বিভিন্ন এলাকায় চালানো হামলায় অন্তত ১০ জন ফিলিস্তিনি নিহত হয়েছেন, আহত হয়েছেন আরো অনেকে। হাসপাতাল সূত্র জানায়, নিহতদের মধ্যে নারী ও শিশু রয়েছে। জাতিসঙ্ঘ ও আন্তর্জাতিক মানবাধিকার সংস্থাগুলো ত্রাণ প্রবেশে বাধা এবং বেসামরিক স্থাপনায় হামলার তীব্র নিন্দা জানিয়েছে। এ দিকে হামাস বলেছে, দখলদার বাহিনী প্রতিদিনই যুদ্ধবিরতির শর্ত লঙ্ঘন করছে; মধ্যস্থতাকারীদের কাছে লঙ্ঘনের তালিকা তুলে দেওয়া হয়েছে। গাজার বাসিন্দারা বলছেন, ধ্বংসস্তূপের নগরীতে খাবার, ওষুধ ও বিশুদ্ধ পানির তীব্র সঙ্কট চলছে। শীত সামনে রেখে আশ্রয়হীন মানুষের দুর্ভোগ আরো বাড়ার আশঙ্কা করা হচ্ছে। (11, 114, 302, 261)
article-paragraph: বিশেষজ্ঞরা বলছেন, দ্রুত কার্যকর ব্যবস্থা না নিলে পরিস্থিতি আরো জটিল হতে পারে। এ জন্য সংশ্লিষ্ট সব পক্ষকে আন্তরিকভাবে এগিয়ে আসার আহ্বান জানিয়েছেন তারা। (625, 651, 917, 694)
article-paragraph: স্থানীয় বাসিন্দারা জানান, ঘটনার পর এলাকায় উৎকণ্ঠা ছড়িয়ে পড়ে। অনেকে নিরাপদ আশ্রয়ে সরে যান। পরে পরিস্থিতি নিয়ন্ত্রণে আইনশৃঙ্খলা বাহিনীর অতিরিক্ত সদস্য মোতায়েন করা হয়। বর্তমানে পরিস্থিতি স্বাভাবিক রয়েছে বলে প্রশাসন জানিয়েছে। (1239, 176, 1529, 233)
article-headline: সমবায়ভিত্তিক কার্যক্রমে স্বনির্ভর (318, 59, 609, 90)
article-paragraph: গতকাল সংবাদ সম্মেলনে সংশ্লিষ্ট কর্মকর্তারা বলেন, পরিস্থিতি স্বাভাবিক রাখতে সব ধরনের প্রস্তুতি নেওয়া হয়েছে। সংশ্লিষ্ট সংস্থাগুলোর সঙ্গে সমন্বয় করে কাজ চলছে। প্রয়োজনে আরো কঠোর পদক্ষেপ নেওয়া হবে বলেও জানান তারা। (318, 284, 457, 385)
article-paragraph: সংশ্লিষ্ট সূত্রে জানা গেছে, গত কয়েক মাস ধরে এ নিয়ে দফায় দফায় বৈঠক হয়েছে। সর্বশেষ বৈঠকে বিষয়টি চূড়ান্ত অনুমোদনের জন্য মন্ত্রণালয়ে পাঠানো হয়। তবে এখনো চূড়ান্ত সিদ্ধান্ত হয়নি বলে জানিয়েছেন দায়িত্বশীল কর্মকর্তারা। (1239, 510, 1529, 566)
run-in-subhead: নিষেধাজ্ঞা মূল্যায়ন : (11, 480, 96, 492)
article-body (11, 949, 302, 2386)
run-in-subhead: হিন্দু সম্প্রদায়ের জন্যে : (931, 1051, 1025, 1063)
article-paragraph: প্রসঙ্গত, গত বছরের আগস্টে রাজনৈতিক পটপরিবর্তনের পর প্রশাসনের বিভিন্ন স্তরে ব্যাপক রদবদল হয়। চুক্তিভিত্তিক নিয়োগ বাতিলসহ ওএসডি করা হয় অনেক কর্মকর্তাকে। সেই ধারাবাহিকতায় এবার পদোন্নতি নিয়েও কড়াকড়ি আরোপ করা হচ্ছে। (11, 1206, 302, 1263)
article-paragraph: গতকাল সংবাদ সম্মেলনে সংশ্লিষ্ট কর্মকর্তারা বলেন, পরিস্থিতি স্বাভাবিক রাখতে সব ধরনের প্রস্তুতি নেওয়া হয়েছে। সংশ্লিষ্ট সংস্থাগুলোর সঙ্গে সমন্বয় করে কাজ চলছে। প্রয়োজনে আরো কঠোর পদক্ষেপ নেওয়া হবে বলেও জানান তারা। (1239, 1721, 1529, 1779)
article-paragraph: প্রসঙ্গত, গত বছরের আগস্টে রাজনৈতিক পটপরিবর্তনের পর প্রশাসনের বিভিন্ন স্তরে ব্যাপক রদবদল হয়। চুক্তিভিত্তিক নিয়োগ বাতিলসহ ওএসডি করা হয় অনেক কর্মকর্তাকে। (625, 601, 917, 643)
article-paragraph: গতকাল সংবাদ সম্মেলনে সংশ্লিষ্ট কর্মকর্তারা বলেন, পরিস্থিতি স্বাভাবিক রাখতে সব ধরনের প্রস্তুতি নেওয়া হয়েছে। সংশ্লিষ্ট সংস্থাগুলোর সঙ্গে সমন্বয় করে কাজ চলছে। প্রয়োজনে আরো কঠোর পদক্ষেপ নেওয়া হবে বলেও জানান তারা। (11, 1607, 302, 1664)
article-upcoming-election[interactable] (1239, 1536, 1529, 2386)
article-paragraph: বিশেষজ্ঞরা বলছেন, দ্রুত কার্যকর ব্যবস্থা না নিলে পরিস্থিতি আরো জটিল হতে পারে। এ জন্য সংশ্লিষ্ট সব পক্ষকে আন্তরিকভাবে এগিয়ে আসার আহ্বান জানিয়েছেন তারা। একই সঙ্গে স্বচ্ছতা ও জবাবদিহিতা নিশ্চিত করার তাগিদও দেওয়া হয়েছে। (625, 289, 917, 346)
continued-from-label: ৩য় পৃষ্ঠার পর (1239, 93, 1288, 104)
paragraph-text: সংশ্লিষ্ট সূত্রে জানা গেছে, গত কয়েক মাস ধরে এ নিয়ে দফায় দফায় বৈঠক হয়েছে। সর্বশেষ বৈঠকে বিষয়টি চূড়ান্ত অনুমোদনের জন্য মন্ত্রণালয়ে পাঠানো হয়। তবে এখনো চূড়ান্ত সিদ্ধান্ত হয়নি বলে জানিয়েছেন দায়িত্বশীল কর্মকর্তারা। (931, 1151, 1222, 1208)
